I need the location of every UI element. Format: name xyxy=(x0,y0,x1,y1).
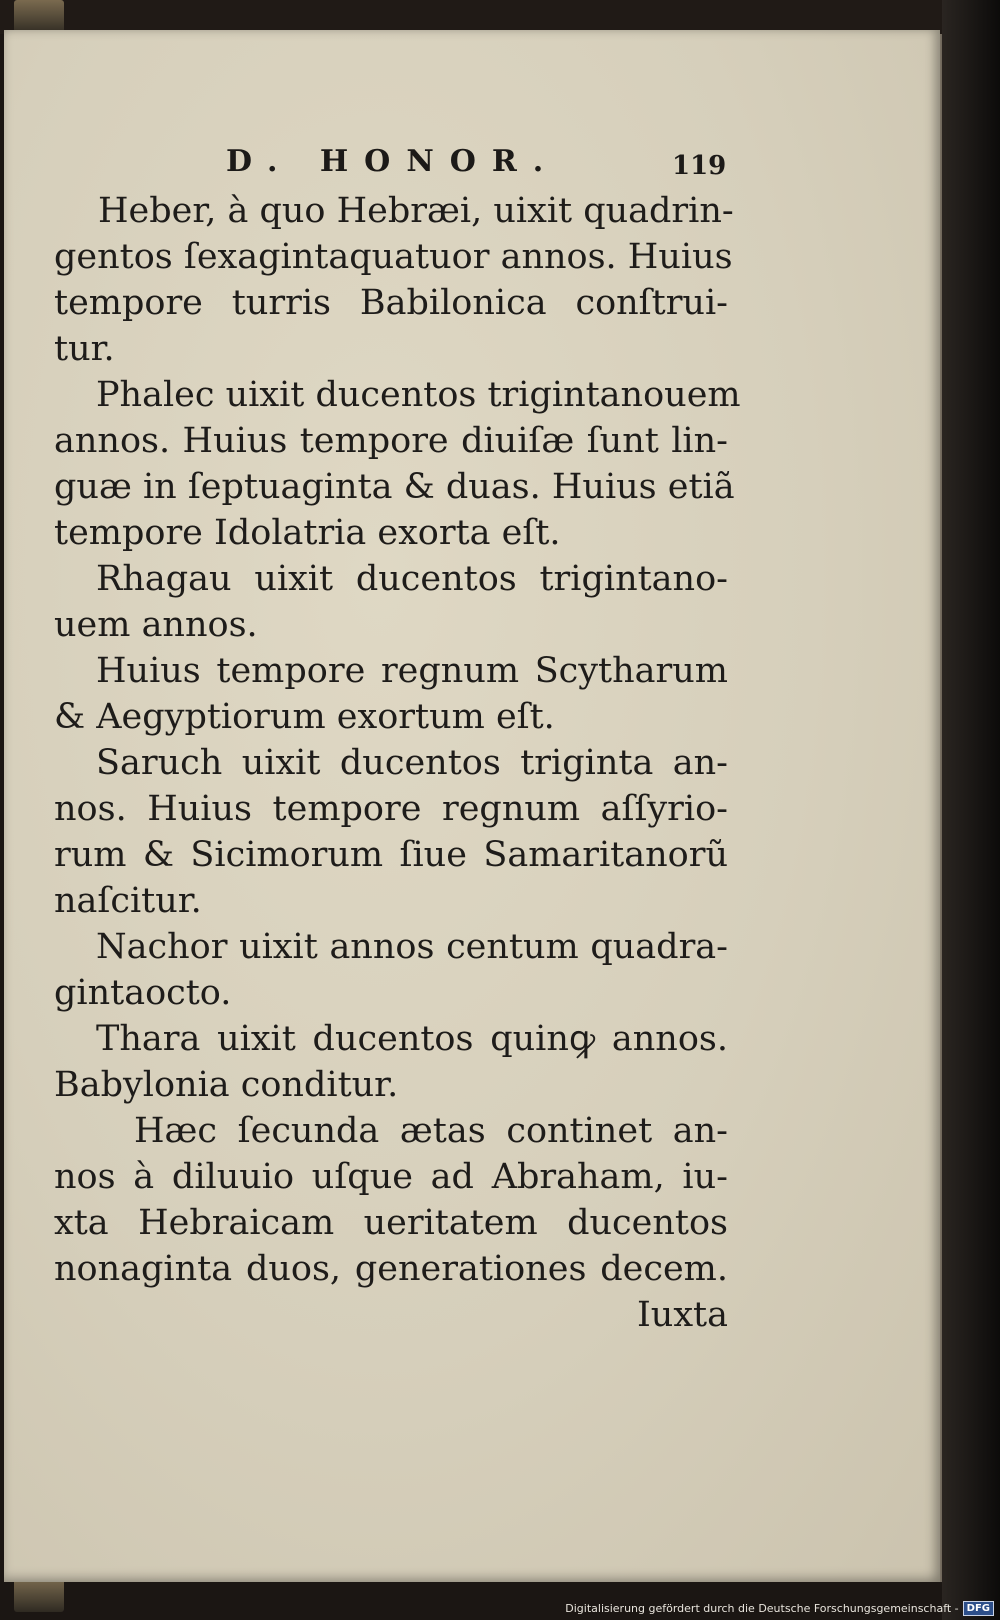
book-backdrop-right xyxy=(942,0,1000,1620)
book-backdrop-top xyxy=(0,0,1000,34)
page-header xyxy=(0,142,1000,182)
text-line: tur. xyxy=(54,329,115,369)
text-line: nonaginta duos, generationes decem. xyxy=(54,1249,728,1289)
text-line: naſcitur. xyxy=(54,881,202,921)
text-line: tempore Idolatria exorta eſt. xyxy=(54,513,561,553)
text-line: Nachor uixit annos centum quadra- xyxy=(96,927,728,967)
text-line: nos. Huius tempore regnum aſſyrio- xyxy=(54,789,728,829)
text-line: Phalec uixit ducentos trigintanouem xyxy=(96,375,741,415)
book-clasp-bottom xyxy=(14,1578,64,1612)
text-line: rum & Sicimorum ſiue Samaritanorũ xyxy=(54,835,728,875)
text-line: Thara uixit ducentos quinꝙ annos. xyxy=(96,1019,728,1059)
catchword: Iuxta xyxy=(636,1295,728,1335)
text-line: Rhagau uixit ducentos trigintano- xyxy=(96,559,728,599)
text-line: Huius tempore regnum Scytharum xyxy=(96,651,728,691)
text-line: & Aegyptiorum exortum eſt. xyxy=(54,697,555,737)
running-head: D. HONOR. xyxy=(226,144,560,179)
text-line: gentos ſexagintaquatuor annos. Huius xyxy=(54,237,733,277)
text-line: xta Hebraicam ueritatem ducentos xyxy=(54,1203,728,1243)
page-number: 119 xyxy=(672,151,727,181)
text-line: guæ in ſeptuaginta & duas. Huius etiã xyxy=(54,467,735,507)
text-line: tempore turris Babilonica conſtrui- xyxy=(54,283,728,323)
text-line: Saruch uixit ducentos triginta an- xyxy=(96,743,728,783)
text-line: nos à diluuio uſque ad Abraham, iu- xyxy=(54,1157,728,1197)
text-line: Hæc ſecunda ætas continet an- xyxy=(134,1111,728,1151)
text-line: uem annos. xyxy=(54,605,258,645)
book-clasp-top xyxy=(14,0,64,34)
text-line: Heber, à quo Hebræi, uixit quadrin- xyxy=(98,191,734,231)
credit-text: Digitalisierung gefördert durch die Deutsche Forschungsgemeinschaft - xyxy=(565,1601,959,1615)
text-line: annos. Huius tempore diuiſæ ſunt lin- xyxy=(54,421,728,461)
text-line: gintaocto. xyxy=(54,973,232,1013)
body-text xyxy=(54,188,741,1338)
text-line: Babylonia conditur. xyxy=(54,1065,399,1105)
digitization-credit xyxy=(565,1598,994,1618)
dfg-logo: DFG xyxy=(963,1601,994,1616)
